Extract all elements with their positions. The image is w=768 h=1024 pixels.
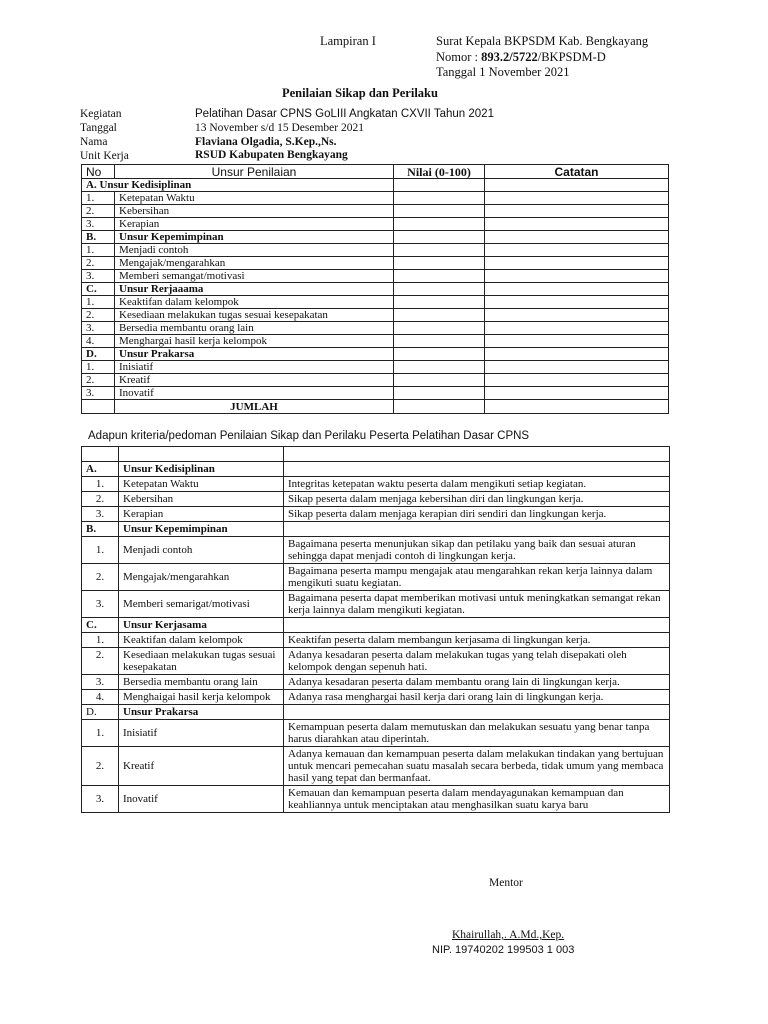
catatan-cell[interactable] <box>485 400 669 414</box>
criteria-section-a <box>82 462 670 477</box>
item-label: Inisiatif <box>115 361 394 374</box>
nilai-cell[interactable] <box>394 270 485 283</box>
table-row: 2. Kreatif <box>82 374 669 387</box>
item-label: Mengajak/mengarahkan <box>115 257 394 270</box>
table-row: 2. Kesediaan melakukan tugas sesuai kesepakatan Adanya kesadaran peserta dalam melakukan tugas yang telah disepakati oleh kelompok dengan sepenuh hati. <box>82 648 670 675</box>
section-row-b <box>82 231 669 244</box>
criteria-desc: Adanya kemauan dan kemampuan peserta dalam melakukan tindakan yang bertujuan untuk mencari pemecahan suatu masalah secara berbeda, tidak umum yang membaca hasil yang tepat dan bermanfaat. <box>284 747 670 786</box>
info-label-nama: Nama <box>80 136 108 148</box>
catatan-cell[interactable] <box>485 348 669 361</box>
info-value-kegiatan: Pelatihan Dasar CPNS GoLIII Angkatan CXVII Tahun 2021 <box>195 108 494 120</box>
table-row: 1. Keaktifan dalam kelompok Keaktifan peserta dalam membangun kerjasama di lingkungan kerja. <box>82 633 670 648</box>
criteria-name: Kebersihan <box>119 492 284 507</box>
section-code-c: C. <box>82 283 115 296</box>
criteria-desc: Bagaimana peserta mampu mengajak atau mengarahkan rekan kerja lainnya dalam mengikuti suatu kegiatan. <box>284 564 670 591</box>
criteria-desc: Sikap peserta dalam menjaga kebersihan diri dan lingkungan kerja. <box>284 492 670 507</box>
catatan-cell[interactable] <box>485 231 669 244</box>
section-row-c <box>82 283 669 296</box>
nomor-line <box>436 50 606 65</box>
catatan-cell[interactable] <box>485 309 669 322</box>
section-code-a: A. <box>82 462 119 477</box>
item-label: Bersedia membantu orang lain <box>115 322 394 335</box>
signature-role: Mentor <box>489 877 523 889</box>
catatan-cell[interactable] <box>485 244 669 257</box>
item-label: Keaktifan dalam kelompok <box>115 296 394 309</box>
section-title-c: Unsur Rerjaaama <box>115 283 394 296</box>
info-label-unit: Unit Kerja <box>80 150 129 162</box>
jumlah-nilai-cell[interactable] <box>394 400 485 414</box>
nilai-cell[interactable] <box>394 205 485 218</box>
table-row: 3. Inovatif <box>82 387 669 400</box>
criteria-section-c <box>82 618 670 633</box>
info-label-kegiatan: Kegiatan <box>80 108 122 120</box>
nilai-cell[interactable] <box>394 387 485 400</box>
header-no: No <box>82 165 115 179</box>
criteria-name: Kreatif <box>119 747 284 786</box>
criteria-blank-row <box>82 447 670 462</box>
table-row: 2. Kebersihan Sikap peserta dalam menjaga kebersihan diri dan lingkungan kerja. <box>82 492 670 507</box>
table-row: 1. Menjadi contoh Bagaimana peserta menunjukan sikap dan petilaku yang baik dan sesuai aturan sehingga dapat menjadi contoh di lingkungan kerja. <box>82 537 670 564</box>
table-row: 1. Ketepatan Waktu <box>82 192 669 205</box>
section-title-b: Unsur Kepemimpinan <box>115 231 394 244</box>
item-label: Kebersihan <box>115 205 394 218</box>
section-code-c: C. <box>82 618 119 633</box>
table-row: 2. Kreatif Adanya kemauan dan kemampuan peserta dalam melakukan tindakan yang bertujuan untuk mencari pemecahan suatu masalah secara berbeda, tidak umum yang membaca hasil yang tepat dan bermanfaat. <box>82 747 670 786</box>
criteria-name: Kerapian <box>119 507 284 522</box>
nomor-suffix: /BKPSDM-D <box>537 50 606 64</box>
catatan-cell[interactable] <box>485 205 669 218</box>
catatan-cell[interactable] <box>485 335 669 348</box>
table-row: 1. Ketepatan Waktu Integritas ketepatan waktu peserta dalam mengikuti setiap kegiatan. <box>82 477 670 492</box>
item-label: Ketepatan Waktu <box>115 192 394 205</box>
item-label: Kesediaan melakukan tugas sesuai kesepakatan <box>115 309 394 322</box>
criteria-name: Ketepatan Waktu <box>119 477 284 492</box>
section-title-c: Unsur Kerjasama <box>119 618 284 633</box>
nilai-cell[interactable] <box>394 179 485 192</box>
criteria-section-b <box>82 522 670 537</box>
table-row: 1. Inisiatif <box>82 361 669 374</box>
table-header-row <box>82 165 669 179</box>
item-label: Menjadi contoh <box>115 244 394 257</box>
criteria-name: Kesediaan melakukan tugas sesuai kesepakatan <box>119 648 284 675</box>
table-row: 3. Kerapian Sikap peserta dalam menjaga kerapian diri sendiri dan lingkungan kerja. <box>82 507 670 522</box>
criteria-name: Keaktifan dalam kelompok <box>119 633 284 648</box>
section-code-d: D. <box>82 348 115 361</box>
section-title-b: Unsur Kepemimpinan <box>119 522 284 537</box>
item-label: Memberi semangat/motivasi <box>115 270 394 283</box>
info-label-tanggal: Tanggal <box>80 122 117 134</box>
nilai-cell[interactable] <box>394 231 485 244</box>
nomor-value: 893.2/5722 <box>481 50 538 64</box>
signature-name: Khairullah,. A.Md.,Kep. <box>452 929 565 941</box>
nilai-cell[interactable] <box>394 296 485 309</box>
section-title-d: Unsur Prakarsa <box>119 705 284 720</box>
catatan-cell[interactable] <box>485 361 669 374</box>
nilai-cell[interactable] <box>394 309 485 322</box>
table-row: 3. Bersedia membantu orang lain Adanya kesadaran peserta dalam membantu orang lain di lingkungan kerja. <box>82 675 670 690</box>
criteria-name: Mengajak/mengarahkan <box>119 564 284 591</box>
page-title: Penilaian Sikap dan Perilaku <box>282 86 438 100</box>
signature-nip: NIP. 19740202 199503 1 003 <box>432 944 575 956</box>
criteria-desc: Kemampuan peserta dalam memutuskan dan melakukan sesuatu yang benar tanpa harus diarahkan atau diperintah. <box>284 720 670 747</box>
table-row: 3. Memberi semangat/motivasi <box>82 270 669 283</box>
info-value-nama: Flaviana Olgadia, S.Kep.,Ns. <box>195 136 337 148</box>
table-row: 2. Kesediaan melakukan tugas sesuai kesepakatan <box>82 309 669 322</box>
section-code-d: D. <box>82 705 119 720</box>
section-title-d: Unsur Prakarsa <box>115 348 394 361</box>
table-row: 1. Inisiatif Kemampuan peserta dalam memutuskan dan melakukan sesuatu yang benar tanpa harus diarahkan atau diperintah. <box>82 720 670 747</box>
table-row: 3. Memberi semarigat/motivasi Bagaimana peserta dapat memberikan motivasi untuk meningkatkan semangat rekan kerja lainnya dalam mengikuti kegiatan. <box>82 591 670 618</box>
section-title-a: Unsur Kedisiplinan <box>119 462 284 477</box>
catatan-cell[interactable] <box>485 283 669 296</box>
section-row-d <box>82 348 669 361</box>
criteria-name: Menghaigai hasil kerja kelompok <box>119 690 284 705</box>
nilai-cell[interactable] <box>394 283 485 296</box>
nilai-cell[interactable] <box>394 257 485 270</box>
catatan-cell[interactable] <box>485 322 669 335</box>
item-label: Kreatif <box>115 374 394 387</box>
item-label: Menghargai hasil kerja kelompok <box>115 335 394 348</box>
catatan-cell[interactable] <box>485 218 669 231</box>
table-row: 4. Menghargai hasil kerja kelompok <box>82 335 669 348</box>
catatan-cell[interactable] <box>485 179 669 192</box>
criteria-desc: Sikap peserta dalam menjaga kerapian diri sendiri dan lingkungan kerja. <box>284 507 670 522</box>
criteria-intro: Adapun kriteria/pedoman Penilaian Sikap dan Perilaku Peserta Pelatihan Dasar CPNS <box>88 430 530 442</box>
info-value-tanggal: 13 November s/d 15 Desember 2021 <box>195 122 364 134</box>
section-row-a <box>82 179 669 192</box>
nilai-cell[interactable] <box>394 192 485 205</box>
criteria-desc: Bagaimana peserta dapat memberikan motivasi untuk meningkatkan semangat rekan kerja lainnya dalam mengikuti kegiatan. <box>284 591 670 618</box>
catatan-cell[interactable] <box>485 296 669 309</box>
section-code-b: B. <box>82 231 115 244</box>
table-row: 4. Menghaigai hasil kerja kelompok Adanya rasa menghargai hasil kerja dari orang lain di lingkungan kerja. <box>82 690 670 705</box>
table-row: 3. Inovatif Kemauan dan kemampuan peserta dalam mendayagunakan kemampuan dan keahliannya untuk menciptakan atau menghasilkan suatu karya baru <box>82 786 670 813</box>
catatan-cell[interactable] <box>485 374 669 387</box>
header-unsur: Unsur Penilaian <box>115 165 394 179</box>
criteria-name: Memberi semarigat/motivasi <box>119 591 284 618</box>
criteria-desc: Adanya rasa menghargai hasil kerja dari orang lain di lingkungan kerja. <box>284 690 670 705</box>
table-row: 2. Mengajak/mengarahkan Bagaimana peserta mampu mengajak atau mengarahkan rekan kerja lainnya dalam mengikuti suatu kegiatan. <box>82 564 670 591</box>
table-row: 2. Kebersihan <box>82 205 669 218</box>
catatan-cell[interactable] <box>485 192 669 205</box>
catatan-cell[interactable] <box>485 257 669 270</box>
table-row: 3. Bersedia membantu orang lain <box>82 322 669 335</box>
info-value-unit: RSUD Kabupaten Bengkayang <box>195 149 348 161</box>
header-nilai: Nilai (0-100) <box>394 165 485 179</box>
nomor-label: Nomor : <box>436 50 479 64</box>
criteria-desc: Keaktifan peserta dalam membangun kerjasama di lingkungan kerja. <box>284 633 670 648</box>
catatan-cell[interactable] <box>485 387 669 400</box>
table-row: 3. Kerapian <box>82 218 669 231</box>
nilai-cell[interactable] <box>394 218 485 231</box>
table-row: 2. Mengajak/mengarahkan <box>82 257 669 270</box>
tanggal-surat: Tanggal 1 November 2021 <box>436 65 570 79</box>
criteria-desc: Integritas ketepatan waktu peserta dalam mengikuti setiap kegiatan. <box>284 477 670 492</box>
jumlah-label: JUMLAH <box>115 400 394 414</box>
jumlah-row <box>82 400 669 414</box>
table-row: 1. Menjadi contoh <box>82 244 669 257</box>
surat-title: Surat Kepala BKPSDM Kab. Bengkayang <box>436 34 649 48</box>
table-row: 1. Keaktifan dalam kelompok <box>82 296 669 309</box>
nilai-cell[interactable] <box>394 322 485 335</box>
lampiran-label: Lampiran I <box>320 34 376 48</box>
criteria-desc: Bagaimana peserta menunjukan sikap dan petilaku yang baik dan sesuai aturan sehingga dapat menjadi contoh di lingkungan kerja. <box>284 537 670 564</box>
nilai-cell[interactable] <box>394 361 485 374</box>
header-catatan: Catatan <box>485 165 669 179</box>
item-label: Inovatif <box>115 387 394 400</box>
section-code-b: B. <box>82 522 119 537</box>
criteria-desc: Adanya kesadaran peserta dalam melakukan tugas yang telah disepakati oleh kelompok dengan sepenuh hati. <box>284 648 670 675</box>
nilai-cell[interactable] <box>394 348 485 361</box>
catatan-cell[interactable] <box>485 270 669 283</box>
nilai-cell[interactable] <box>394 335 485 348</box>
criteria-name: Inisiatif <box>119 720 284 747</box>
section-title-a: A. Unsur Kedisiplinan <box>82 179 394 192</box>
nilai-cell[interactable] <box>394 374 485 387</box>
assessment-table <box>81 164 669 414</box>
criteria-name: Menjadi contoh <box>119 537 284 564</box>
item-label: Kerapian <box>115 218 394 231</box>
criteria-name: Inovatif <box>119 786 284 813</box>
criteria-desc: Kemauan dan kemampuan peserta dalam mendayagunakan kemampuan dan keahliannya untuk menciptakan atau menghasilkan suatu karya baru <box>284 786 670 813</box>
criteria-desc: Adanya kesadaran peserta dalam membantu orang lain di lingkungan kerja. <box>284 675 670 690</box>
criteria-name: Bersedia membantu orang lain <box>119 675 284 690</box>
nilai-cell[interactable] <box>394 244 485 257</box>
criteria-section-d <box>82 705 670 720</box>
criteria-table <box>81 446 670 813</box>
